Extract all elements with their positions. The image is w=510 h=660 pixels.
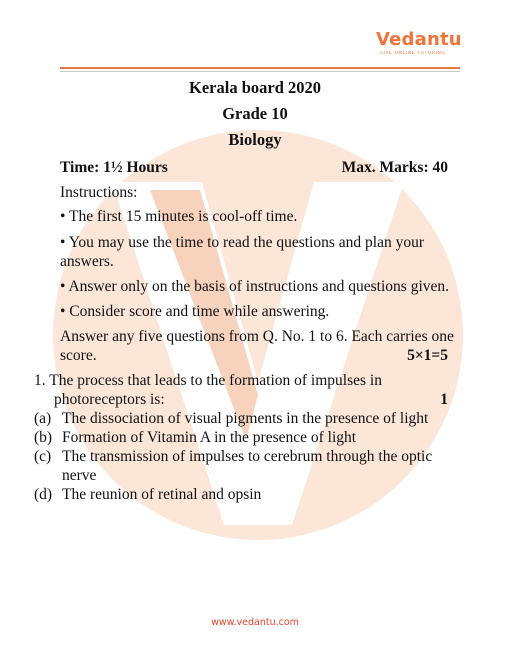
grade-title: Grade 10 [222,104,288,123]
max-marks-label: Max. Marks: 40 [341,159,448,176]
option-label: (d) [34,486,53,503]
section-instruction: Answer any five questions from Q. No. 1 to 6. Each carries one [60,328,454,345]
section-marks: 5×1=5 [407,347,448,364]
option-text: The reunion of retinal and opsin [62,486,262,503]
instruction-item: • The first 15 minutes is cool-off time. [60,208,298,225]
option-text: The dissociation of visual pigments in the presence of light [62,410,429,427]
option-text: The transmission of impulses to cerebrum through the optic [62,448,433,465]
option-label: (c) [34,448,52,465]
logo-text: Vedantu [376,29,462,50]
question-1-text-continued: photoreceptors is: [54,391,165,408]
question-1-marks: 1 [440,391,448,408]
question-1-text: 1. The process that leads to the formation of impulses in [34,372,382,389]
time-label: Time: 1½ Hours [60,159,168,176]
option-label: (a) [34,410,52,427]
header-divider [60,67,460,69]
instruction-item: • Consider score and time while answering. [60,303,330,320]
option-label: (b) [34,429,53,446]
vedantu-logo [376,29,462,60]
section-instruction-continued: score. [60,347,97,364]
option-text: Formation of Vitamin A in the presence of light [62,429,357,446]
footer-url[interactable]: www.vedantu.com [211,617,299,628]
subject-title: Biology [228,130,282,149]
instruction-item-continued: answers. [60,253,114,270]
instructions-heading: Instructions: [60,184,138,201]
instruction-item: • Answer only on the basis of instructions and questions given. [60,278,450,295]
logo-tagline: LIVE ONLINE TUTORING [380,51,446,56]
instruction-item: • You may use the time to read the questions and plan your [60,234,425,251]
board-title: Kerala board 2020 [189,78,321,97]
header-divider-thin [60,71,460,72]
option-text-continued: nerve [62,467,97,484]
